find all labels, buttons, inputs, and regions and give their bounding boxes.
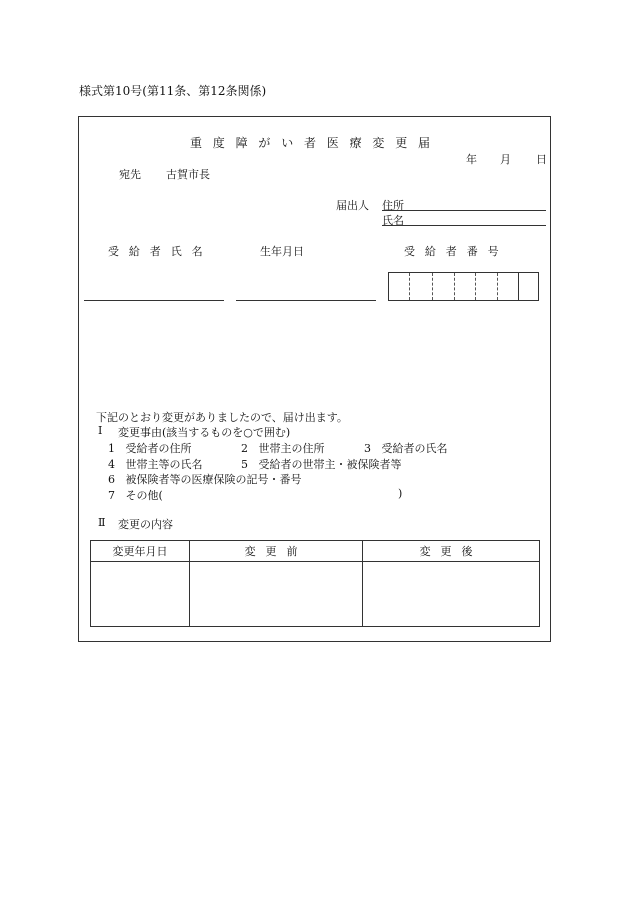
cell-change-date[interactable]	[91, 562, 190, 627]
reason-text: 受給者の住所	[125, 442, 192, 455]
applicant-label: 届出人	[336, 199, 369, 212]
header-change-date: 変更年月日	[91, 541, 190, 562]
table-header-row	[91, 541, 540, 562]
reason-item[interactable]	[108, 487, 163, 503]
reason-item[interactable]	[108, 456, 203, 472]
reason-item[interactable]	[108, 471, 302, 487]
reason-number: 7	[108, 489, 115, 502]
date-month-label: 月	[500, 153, 511, 166]
header-after	[363, 541, 540, 562]
reason-text: 被保険者等の医療保険の記号・番号	[125, 473, 302, 486]
cell-after[interactable]	[363, 562, 540, 627]
reason-number: 3	[364, 442, 371, 455]
header-before	[190, 541, 363, 562]
form-title: 重度障がい者医療変更届	[190, 136, 441, 150]
form-number-label: 様式第10号(第11条、第12条関係)	[79, 84, 267, 98]
statement-text: 下記のとおり変更がありましたので、届け出ます。	[96, 411, 348, 424]
number-cell-divider	[432, 273, 433, 300]
reason-text: 受給者の氏名	[381, 442, 448, 455]
reason-number: 2	[241, 442, 248, 455]
recipient-birthdate-line[interactable]	[236, 300, 376, 301]
reason-item[interactable]	[241, 456, 402, 472]
cell-before[interactable]	[190, 562, 363, 627]
recipient-name-line[interactable]	[84, 300, 224, 301]
reason-number: 5	[241, 458, 248, 471]
table-row	[91, 562, 540, 627]
number-cell-divider	[475, 273, 476, 300]
applicant-address-line[interactable]	[382, 210, 546, 211]
change-table	[90, 540, 540, 627]
date-day-label: 日	[536, 153, 547, 166]
header-after-text: 変更後	[419, 545, 483, 558]
reason-text: 受給者の世帯主・被保険者等	[258, 458, 402, 471]
applicant-address-label: 住所	[382, 199, 404, 212]
reason-text: 世帯主の住所	[258, 442, 325, 455]
reason-text: その他(	[125, 489, 163, 502]
number-cell-divider	[409, 273, 410, 300]
recipient-number-box[interactable]	[388, 272, 539, 301]
addressee-label: 宛先	[119, 168, 141, 181]
applicant-name-line[interactable]	[382, 225, 546, 226]
reason-text: 世帯主等の氏名	[125, 458, 203, 471]
section1-heading: 変更事由(該当するものを○で囲む)	[118, 426, 291, 439]
reason-number: 1	[108, 442, 115, 455]
recipient-birthdate-header: 生年月日	[260, 245, 304, 258]
number-cell-divider	[454, 273, 455, 300]
number-cell-divider	[518, 273, 519, 300]
number-cell-divider	[497, 273, 498, 300]
section2-numeral: Ⅱ	[98, 516, 106, 529]
reason-item[interactable]	[364, 440, 448, 456]
reason-number: 4	[108, 458, 115, 471]
applicant-name-label: 氏名	[382, 214, 404, 227]
reason-number: 6	[108, 473, 115, 486]
reason-item[interactable]	[108, 440, 192, 456]
recipient-number-header: 受給者番号	[404, 245, 509, 258]
section1-numeral: Ⅰ	[98, 424, 103, 437]
date-year-label: 年	[466, 153, 477, 166]
addressee-name: 古賀市長	[166, 168, 210, 181]
other-close-paren: )	[398, 487, 403, 500]
reason-item[interactable]	[241, 440, 325, 456]
recipient-name-header: 受給者氏名	[108, 245, 213, 258]
header-before-text: 変更前	[244, 545, 308, 558]
section2-heading: 変更の内容	[118, 518, 173, 531]
